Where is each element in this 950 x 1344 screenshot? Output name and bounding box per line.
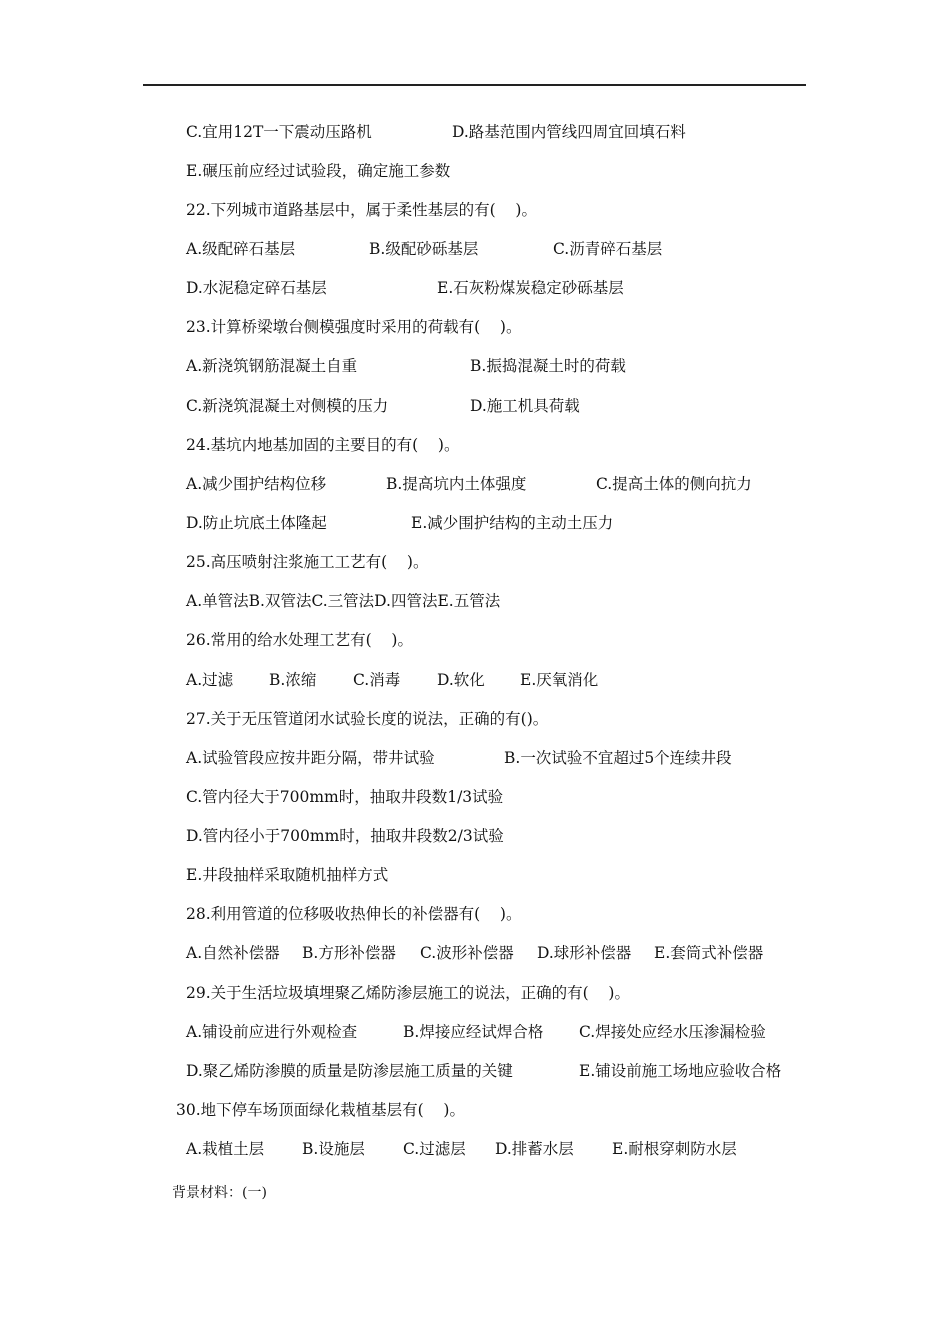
q30-option-d: D.排蓄水层	[495, 1140, 574, 1158]
q26-option-d: D.软化	[437, 671, 485, 689]
q28-option-d: D.球形补偿器	[537, 944, 632, 962]
q22-option-c: C.沥青碎石基层	[553, 240, 663, 258]
q26-option-e: E.厌氧消化	[520, 671, 599, 689]
q23-option-b: B.振捣混凝土时的荷载	[470, 357, 626, 375]
q24-option-d: D.防止坑底土体隆起	[186, 514, 327, 532]
question-29: 29.关于生活垃圾填埋聚乙烯防渗层施工的说法，正确的有( )。	[186, 984, 630, 1002]
q30-option-c: C.过滤层	[403, 1140, 466, 1158]
background-material-heading: 背景材料：(一)	[172, 1185, 267, 1201]
question-26: 26.常用的给水处理工艺有( )。	[186, 631, 413, 649]
question-28: 28.利用管道的位移吸收热伸长的补偿器有( )。	[186, 905, 522, 923]
q29-option-c: C.焊接处应经水压渗漏检验	[579, 1023, 766, 1041]
q28-option-c: C.波形补偿器	[420, 944, 514, 962]
q22-option-a: A.级配碎石基层	[186, 240, 296, 258]
q26-option-c: C.消毒	[353, 671, 401, 689]
q29-option-d: D.聚乙烯防渗膜的质量是防渗层施工质量的关键	[186, 1062, 513, 1080]
q27-option-c: C.管内径大于700mm时，抽取井段数1/3试验	[186, 788, 504, 806]
q24-option-c: C.提高土体的侧向抗力	[596, 475, 752, 493]
q23-option-d: D.施工机具荷载	[470, 397, 580, 415]
q29-option-e: E.铺设前施工场地应验收合格	[579, 1062, 782, 1080]
q24-option-e: E.减少围护结构的主动土压力	[411, 514, 614, 532]
question-23: 23.计算桥梁墩台侧模强度时采用的荷载有( )。	[186, 318, 522, 336]
q24-option-a: A.减少围护结构位移	[186, 475, 327, 493]
option-d: D.路基范围内管线四周宜回填石料	[452, 123, 686, 141]
q30-option-e: E.耐根穿刺防水层	[612, 1140, 737, 1158]
q22-option-b: B.级配砂砾基层	[369, 240, 479, 258]
q27-option-d: D.管内径小于700mm时，抽取井段数2/3试验	[186, 827, 504, 845]
q23-option-a: A.新浇筑钢筋混凝土自重	[186, 357, 358, 375]
q22-option-e: E.石灰粉煤炭稳定砂砾基层	[437, 279, 624, 297]
header-rule	[143, 84, 806, 86]
q23-option-c: C.新浇筑混凝土对侧模的压力	[186, 397, 389, 415]
q24-option-b: B.提高坑内土体强度	[386, 475, 527, 493]
q26-option-a: A.过滤	[186, 671, 234, 689]
question-30: 30.地下停车场顶面绿化栽植基层有( )。	[176, 1101, 465, 1119]
q28-option-e: E.套筒式补偿器	[654, 944, 764, 962]
q27-option-b: B.一次试验不宜超过5个连续井段	[504, 749, 732, 767]
question-27: 27.关于无压管道闭水试验长度的说法，正确的有()。	[186, 710, 549, 728]
q30-option-b: B.设施层	[302, 1140, 365, 1158]
q22-option-d: D.水泥稳定碎石基层	[186, 279, 327, 297]
q28-option-a: A.自然补偿器	[186, 944, 280, 962]
option-c: C.宜用12T一下震动压路机	[186, 123, 372, 141]
q28-option-b: B.方形补偿器	[302, 944, 396, 962]
question-22: 22.下列城市道路基层中，属于柔性基层的有( )。	[186, 201, 537, 219]
q30-option-a: A.栽植土层	[186, 1140, 265, 1158]
question-24: 24.基坑内地基加固的主要目的有( )。	[186, 436, 460, 454]
q25-options: A.单管法B.双管法C.三管法D.四管法E.五管法	[186, 592, 501, 610]
q29-option-b: B.焊接应经试焊合格	[403, 1023, 544, 1041]
q26-option-b: B.浓缩	[269, 671, 317, 689]
question-25: 25.高压喷射注浆施工工艺有( )。	[186, 553, 429, 571]
q27-option-e: E.井段抽样采取随机抽样方式	[186, 866, 389, 884]
q27-option-a: A.试验管段应按井距分隔，带井试验	[186, 749, 435, 767]
q29-option-a: A.铺设前应进行外观检查	[186, 1023, 358, 1041]
option-e: E.碾压前应经过试验段，确定施工参数	[186, 162, 451, 180]
